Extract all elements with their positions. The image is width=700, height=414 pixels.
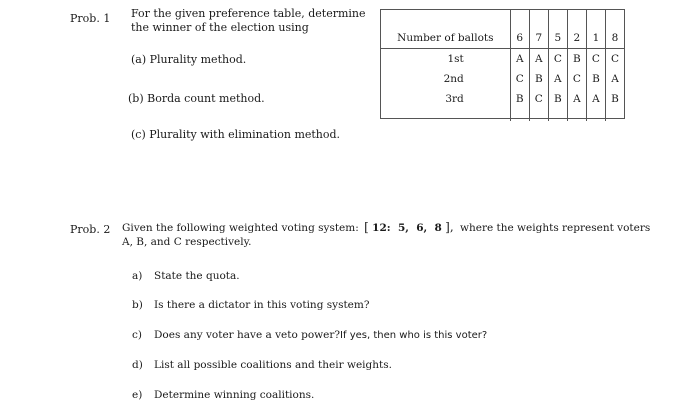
pref-cell: B [567, 49, 586, 70]
prob2-intro-pre: Given the following weighted voting system: [122, 222, 359, 234]
pref-cell: C [548, 49, 567, 70]
prob2-intro-line2: A, B, and C respectively. [122, 236, 252, 248]
prob2-intro-line1 [122, 220, 650, 235]
pref-cell: B [510, 89, 529, 109]
pref-cell: B [586, 69, 605, 89]
prob2-item-a-text: State the quota. [154, 270, 240, 282]
prob2-label: Prob. 2 [70, 223, 111, 236]
ballot-count: 5 [548, 28, 567, 49]
rank-label: 2nd [443, 73, 464, 85]
prob2-intro-post: where the weights represent voters [459, 222, 651, 234]
prob2-item-e-text: Determine winning coalitions. [154, 389, 315, 401]
ballot-count: 2 [567, 28, 586, 49]
table-row [381, 49, 624, 70]
pref-cell: C [586, 49, 605, 70]
system-close-bracket: ], [445, 220, 454, 234]
pref-cell: A [529, 49, 548, 70]
prob1-part-b: (b) Borda count method. [128, 92, 265, 105]
ballot-count: 8 [605, 28, 624, 49]
table-row [381, 69, 624, 89]
prob1-part-c: (c) Plurality with elimination method. [131, 128, 341, 141]
rank-label: 3rd [445, 93, 464, 105]
pref-cell: C [529, 89, 548, 109]
preference-table [380, 9, 625, 119]
veto-followup: If yes, then who is this voter? [340, 330, 488, 341]
prob2-item-b-text: Is there a dictator in this voting system? [154, 299, 370, 311]
pref-cell: B [605, 89, 624, 109]
prob2-item-b-letter: b) [132, 299, 143, 311]
pref-cell: C [510, 69, 529, 89]
table-header-row [381, 28, 624, 49]
pref-cell: B [548, 89, 567, 109]
ballots-header-label: Number of ballots [381, 28, 510, 49]
prob2-item-d-letter: d) [132, 359, 143, 371]
ballot-count: 1 [586, 28, 605, 49]
prob2-item-c-letter: c) [132, 329, 142, 341]
prob2-item-a-letter: a) [132, 270, 143, 282]
prob1-label: Prob. 1 [70, 12, 111, 25]
prob2-item-d-text: List all possible coalitions and their weights. [154, 359, 392, 371]
prob1-intro-line1: For the given preference table, determine [131, 7, 366, 20]
prob2-item-e-letter: e) [132, 389, 143, 401]
table-row [381, 89, 624, 109]
pref-cell: A [510, 49, 529, 70]
ballot-count: 6 [510, 28, 529, 49]
prob2-item-c-text [154, 328, 487, 343]
system-open-bracket: [ [364, 220, 369, 234]
pref-cell: A [548, 69, 567, 89]
veto-question: Does any voter have a veto power? [154, 329, 341, 341]
ballot-count: 7 [529, 28, 548, 49]
pref-cell: A [567, 89, 586, 109]
weighted-system-values: 12: 5, 6, 8 [372, 222, 442, 234]
pref-cell: C [605, 49, 624, 70]
rank-label: 1st [447, 53, 464, 65]
pref-cell: B [529, 69, 548, 89]
prob1-part-a: (a) Plurality method. [131, 53, 247, 66]
pref-cell: A [586, 89, 605, 109]
pref-cell: A [605, 69, 624, 89]
prob1-intro-line2: the winner of the election using [131, 21, 309, 34]
pref-cell: C [567, 69, 586, 89]
